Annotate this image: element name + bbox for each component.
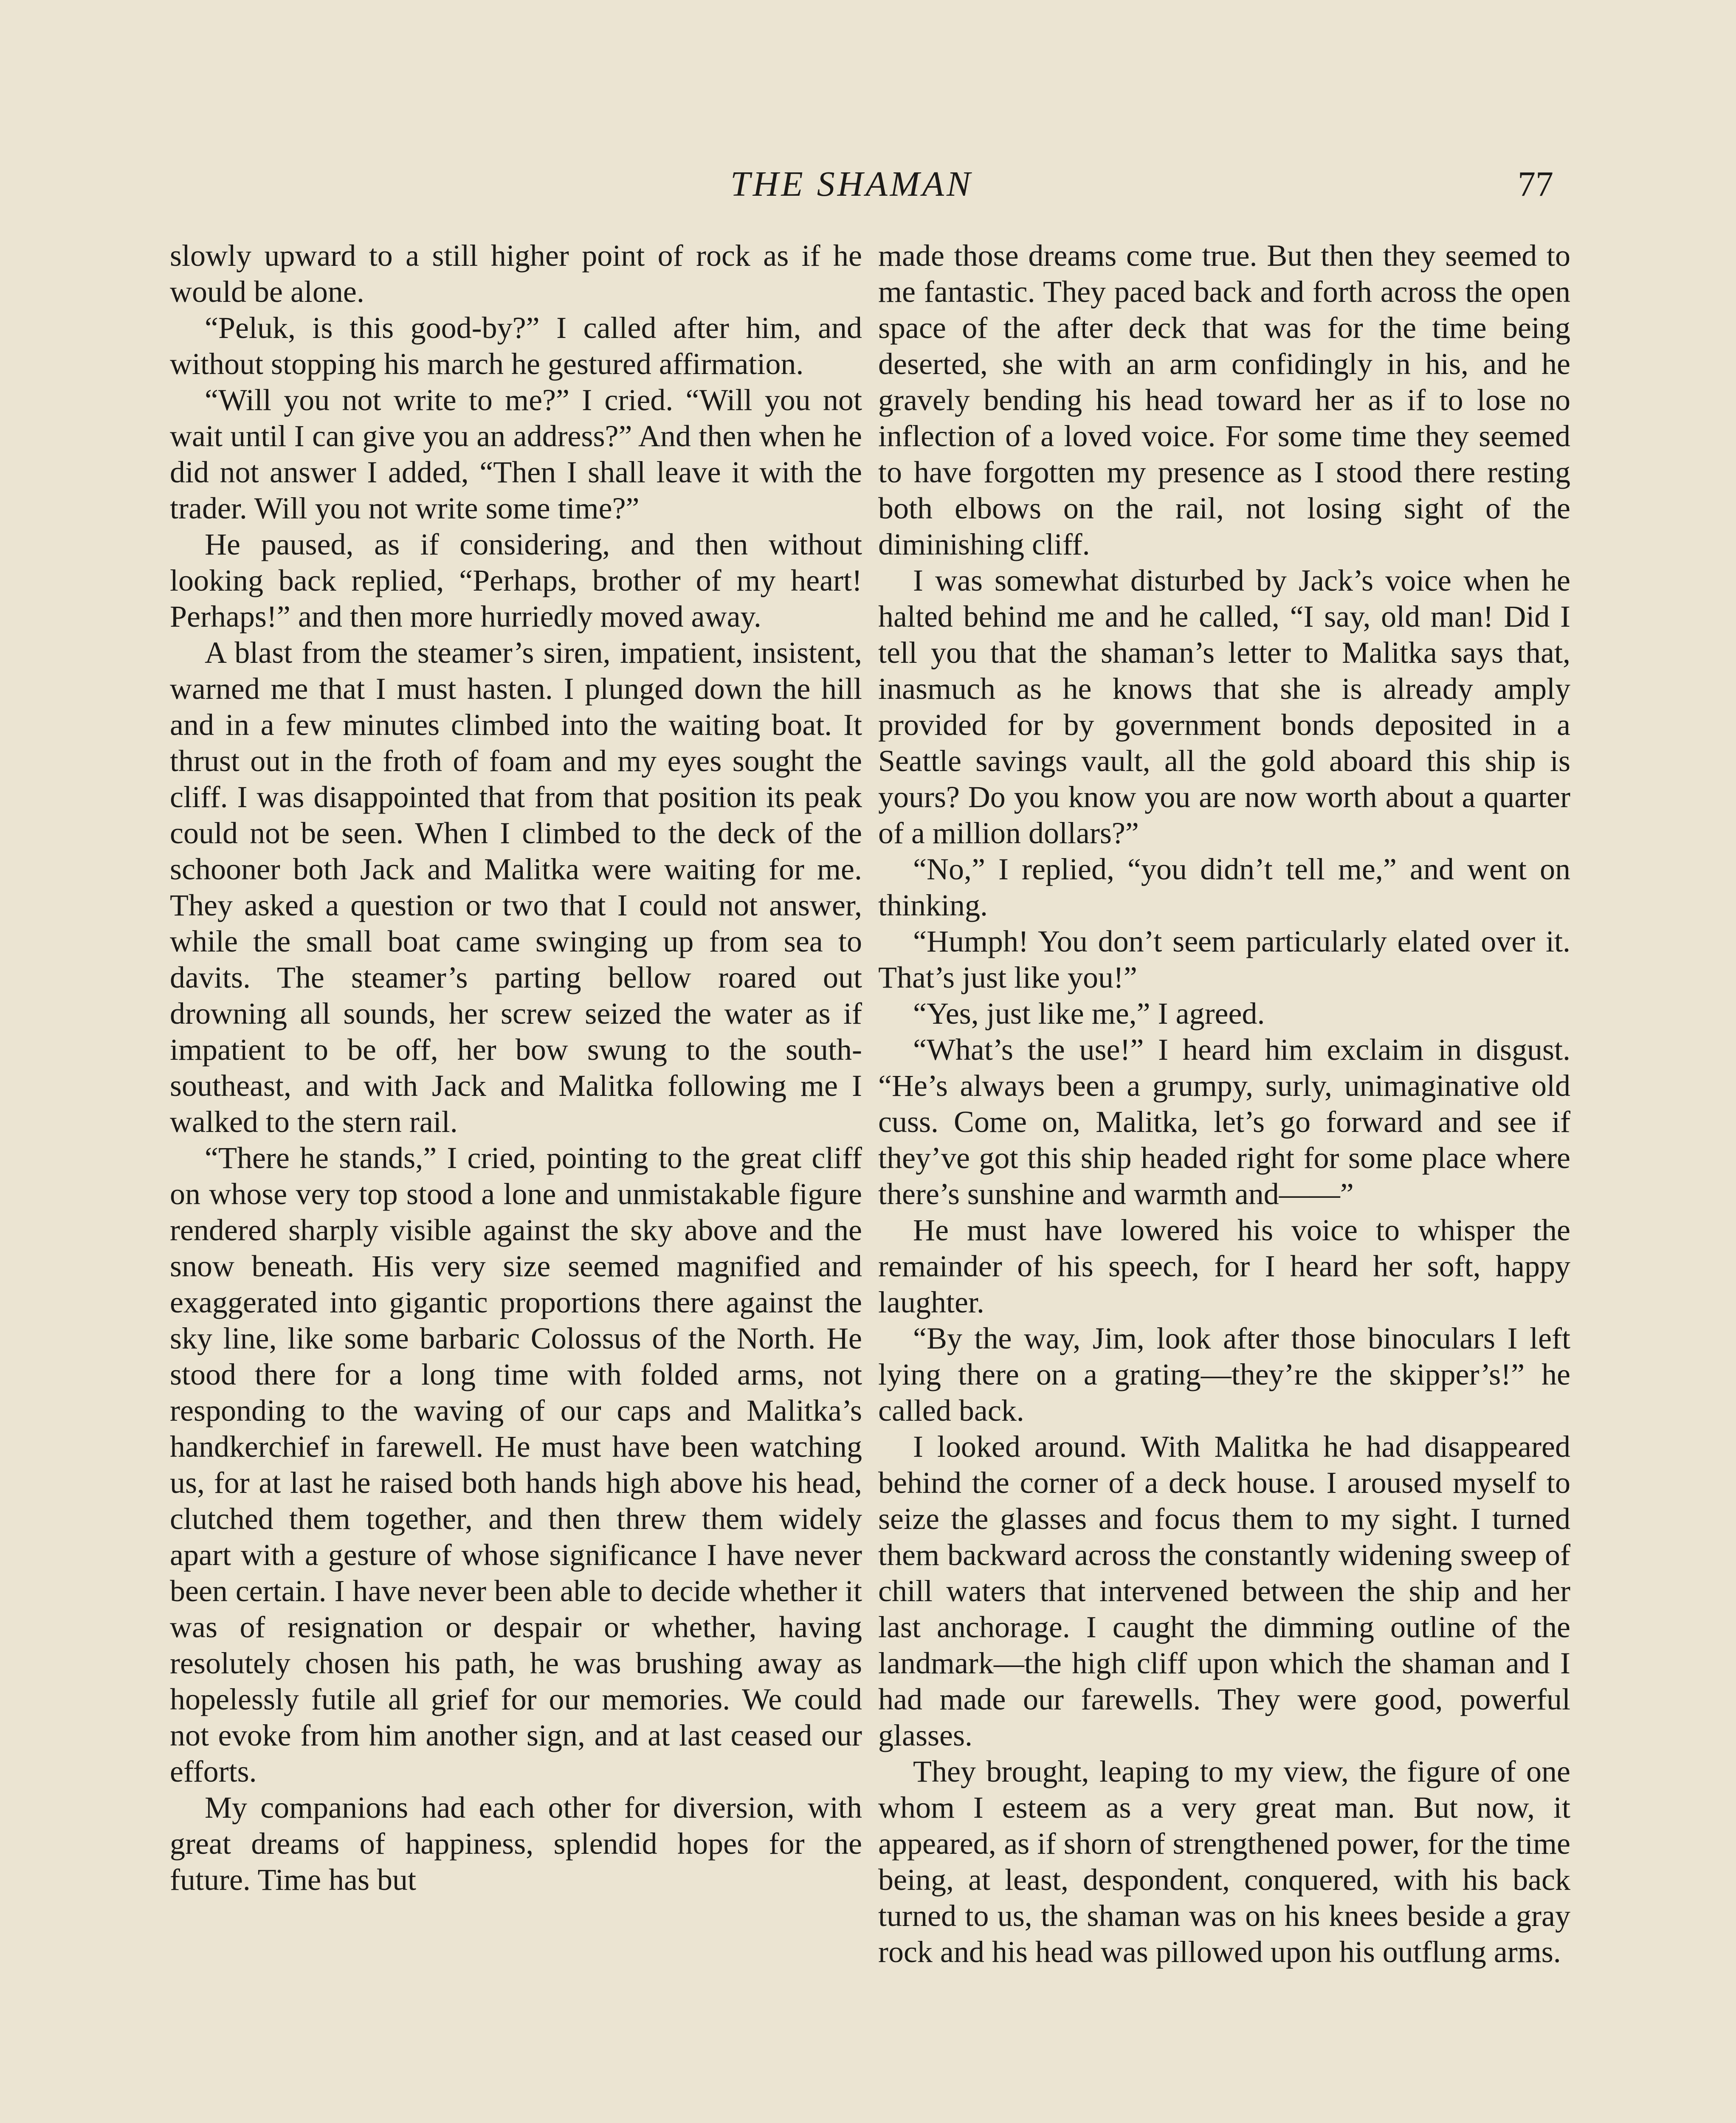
paragraph: I was somewhat disturbed by Jack’s voice when he halted behind me and he called, “I say, old man! Did I tell you that the shaman’s letter to Malitka says that, inasmuch as he knows that she is already amply provided for by government bonds deposited in a Seattle savings vault, all the gold aboard this ship is yours? Do you know you are now worth about a quarter of a million dollars?” [878, 563, 1570, 850]
paragraph: “Humph! You don’t seem particularly elated over it. That’s just like you!” [878, 924, 1570, 994]
right-column [878, 238, 1570, 1970]
paragraph: “What’s the use!” I heard him exclaim in disgust. “He’s always been a grumpy, surly, unimaginative old cuss. Come on, Malitka, let’s go forward and see if they’ve got this ship headed right for some place where there’s sunshine and warmth and——” [878, 1033, 1570, 1211]
paragraph: made those dreams come true. But then they seemed to me fantastic. They paced back and forth across the open space of the after deck that was for the time being deserted, she with an arm confidingly in his, and he gravely bending his head toward her as if to lose no inflection of a loved voice. For some time they seemed to have forgotten my presence as I stood there resting both elbows on the rail, not losing sight of the diminishing cliff. [878, 239, 1570, 561]
paragraph: “Yes, just like me,” I agreed. [913, 997, 1265, 1031]
paragraph: slowly upward to a still higher point of rock as if he would be alone. [170, 239, 862, 309]
paragraph: They brought, leaping to my view, the figure of one whom I esteem as a very great man. But now, it appeared, as if shorn of strengthened power, for the time being, at least, despondent, conquered, with his back turned to us, the shaman was on his knees beside a gray rock and his head was pillowed upon his outflung arms. [878, 1754, 1570, 1969]
paragraph: “Will you not write to me?” I cried. “Will you not wait until I can give you an address?” And then when he did not answer I added, “Then I shall leave it with the trader. Will you not write some time?” [170, 383, 862, 525]
left-column [170, 238, 862, 1898]
paragraph: “There he stands,” I cried, pointing to the great cliff on whose very top stood a lone and unmistakable figure rendered sharply visible against the sky above and the snow beneath. His very size seemed magnified and exaggerated into gigantic proportions there against the sky line, like some barbaric Colossus of the North. He stood there for a long time with folded arms, not responding to the waving of our caps and Malitka’s handkerchief in farewell. He must have been watching us, for at last he raised both hands high above his head, clutched them together, and then threw them widely apart with a gesture of whose significance I have never been certain. I have never been able to decide whether it was of resignation or despair or whether, having resolutely chosen his path, he was brushing away as hopelessly futile all grief for our memories. We could not evoke from him another sign, and at last ceased our efforts. [170, 1141, 862, 1788]
paragraph: “No,” I replied, “you didn’t tell me,” and went on thinking. [878, 852, 1570, 922]
paragraph: “Peluk, is this good-by?” I called after him, and without stopping his march he gestured affirmation. [170, 311, 862, 381]
running-title: THE SHAMAN [730, 164, 973, 204]
paragraph: He must have lowered his voice to whisper the remainder of his speech, for I heard her soft, happy laughter. [878, 1213, 1570, 1319]
page-header [0, 163, 1736, 214]
paragraph: A blast from the steamer’s siren, impatient, insistent, warned me that I must hasten. I plunged down the hill and in a few minutes climbed into the waiting boat. It thrust out in the froth of foam and my eyes sought the cliff. I was disappointed that from that position its peak could not be seen. When I climbed to the deck of the schooner both Jack and Malitka were waiting for me. They asked a question or two that I could not answer, while the small boat came swinging up from sea to davits. The steamer’s parting bellow roared out drowning all sounds, her screw seized the water as if impatient to be off, her bow swung to the south-southeast, and with Jack and Malitka following me I walked to the stern rail. [170, 636, 862, 1139]
paragraph: He paused, as if considering, and then without looking back replied, “Perhaps, brother of my heart! Perhaps!” and then more hurriedly moved away. [170, 527, 862, 634]
paragraph: “By the way, Jim, look after those binoculars I left lying there on a grating—they’re the skipper’s!” he called back. [878, 1321, 1570, 1428]
page-number: 77 [1518, 164, 1553, 204]
paragraph: My companions had each other for diversion, with great dreams of happiness, splendid hopes for the future. Time has but [170, 1791, 862, 1897]
paragraph: I looked around. With Malitka he had disappeared behind the corner of a deck house. I aroused myself to seize the glasses and focus them to my sight. I turned them backward across the constantly widening sweep of chill waters that intervened between the ship and her last anchorage. I caught the dimming outline of the landmark—the high cliff upon which the shaman and I had made our farewells. They were good, powerful glasses. [878, 1430, 1570, 1752]
